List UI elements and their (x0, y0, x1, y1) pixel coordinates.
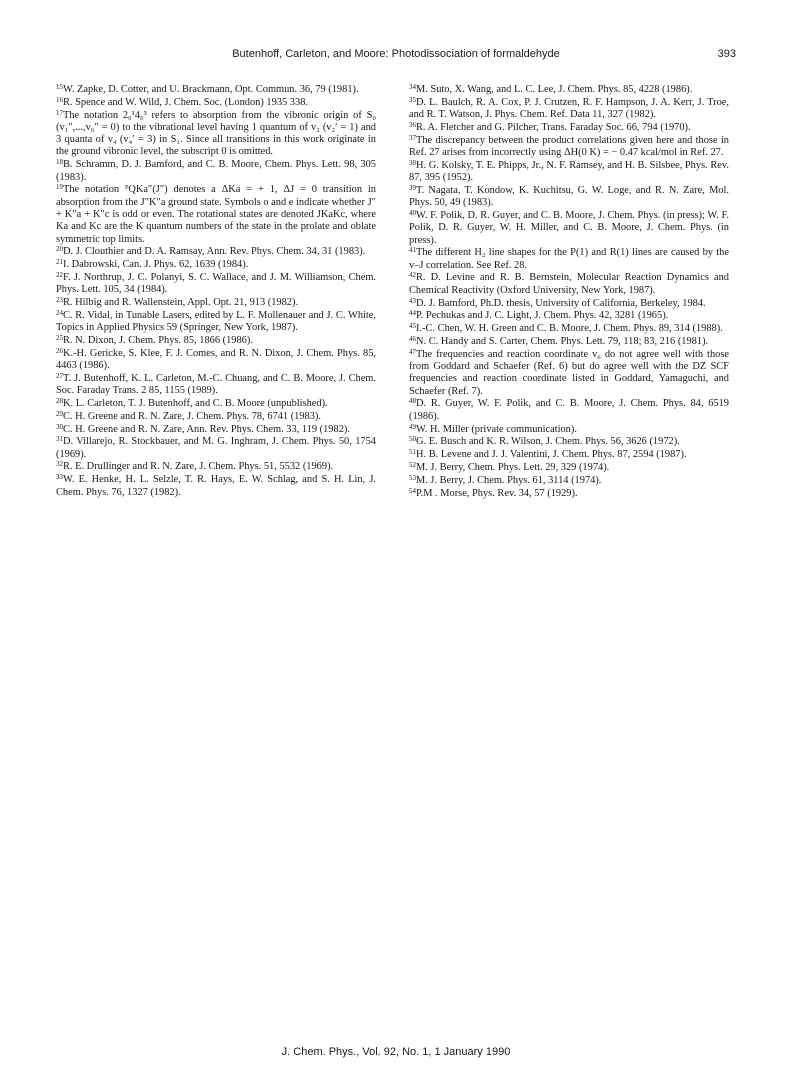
reference-item (56, 184, 376, 245)
reference-number: 26 (56, 346, 63, 355)
reference-text: M. J. Berry, J. Chem. Phys. 61, 3114 (1974). (416, 474, 602, 486)
reference-item (409, 462, 729, 474)
reference-item (409, 310, 729, 322)
reference-number: 49 (409, 422, 416, 431)
reference-item (409, 97, 729, 122)
reference-number: 35 (409, 95, 416, 104)
reference-number: 45 (409, 322, 416, 331)
reference-number: 20 (56, 245, 63, 254)
reference-item (409, 160, 729, 185)
reference-item (56, 97, 376, 109)
reference-text: W. H. Miller (private communication). (416, 423, 577, 435)
reference-item (409, 349, 729, 398)
reference-text: N. C. Handy and S. Carter, Chem. Phys. Lett. 79, 118; 83, 216 (1981). (416, 335, 709, 347)
reference-text: R. Spence and W. Wild, J. Chem. Soc. (London) 1935 338. (63, 96, 308, 108)
reference-text: R. N. Dixon, J. Chem. Phys. 85, 1866 (1986). (63, 334, 253, 346)
reference-number: 31 (56, 435, 63, 444)
reference-number: 51 (409, 448, 416, 457)
reference-number: 47 (409, 347, 416, 356)
reference-text: R. E. Drullinger and R. N. Zare, J. Chem. Phys. 51, 5532 (1969). (63, 461, 334, 473)
reference-item (56, 461, 376, 473)
reference-number: 17 (56, 108, 63, 117)
reference-item (56, 310, 376, 335)
reference-text: C. H. Greene and R. N. Zare, Ann. Rev. Phys. Chem. 33, 119 (1982). (63, 423, 350, 435)
reference-number: 39 (409, 183, 416, 192)
reference-text: The notation 2₀¹4₀³ refers to absorption from the vibronic origin of S₀ (v₁″,...,v₆″ = 0) to the vibrational level having 1 quantum of v₂ (v₂′ = 1) and 3 quanta of v₄ (v₄′ = 3) in S₁. Since all transitions in this work originate in the ground vibronic level, the subscript 0 is omitted. (56, 109, 376, 158)
reference-text: K.-H. Gericke, S. Klee, F. J. Comes, and R. N. Dixon, J. Chem. Phys. 85, 4463 (1986). (56, 347, 376, 372)
reference-item (56, 335, 376, 347)
reference-number: 50 (409, 435, 416, 444)
reference-text: M. J. Berry, Chem. Phys. Lett. 29, 329 (1974). (416, 461, 610, 473)
reference-text: R. Hilbig and R. Wallenstein, Appl. Opt. 21, 913 (1982). (63, 297, 299, 309)
reference-number: 25 (56, 333, 63, 342)
reference-item (56, 259, 376, 271)
reference-number: 54 (409, 486, 416, 495)
reference-text: H. B. Levene and J. J. Valentini, J. Chem. Phys. 87, 2594 (1987). (416, 449, 687, 461)
reference-text: P.M . Morse, Phys. Rev. 34, 57 (1929). (416, 487, 578, 499)
reference-item (56, 297, 376, 309)
reference-item (56, 110, 376, 159)
reference-text: K. L. Carleton, T. J. Butenhoff, and C. B. Moore (unpublished). (63, 397, 328, 409)
reference-item (56, 424, 376, 436)
reference-number: 48 (409, 397, 416, 406)
reference-text: The discrepancy between the product correlations given here and those in Ref. 27 arises from incorrectly using ΔH(0 K) = − 0.47 kcal/mol in Ref. 27. (409, 134, 729, 158)
reference-number: 32 (56, 460, 63, 469)
reference-number: 34 (409, 83, 416, 91)
reference-item (409, 272, 729, 297)
reference-item (409, 436, 729, 448)
reference-item (409, 298, 729, 310)
running-title: Butenhoff, Carleton, and Moore: Photodissociation of formaldehyde (232, 48, 560, 60)
reference-item (409, 336, 729, 348)
reference-number: 46 (409, 334, 416, 343)
reference-text: C. R. Vidal, in Tunable Lasers, edited by L. F. Mollenauer and J. C. White, Topics in Applied Physics 59 (Springer, New York, 1987). (56, 309, 376, 334)
reference-item (409, 449, 729, 461)
reference-item (409, 398, 729, 423)
reference-item (409, 185, 729, 210)
reference-number: 29 (56, 409, 63, 418)
reference-item (56, 436, 376, 461)
reference-item (56, 246, 376, 258)
reference-number: 44 (409, 309, 416, 318)
reference-number: 21 (56, 258, 63, 267)
reference-text: P. Pechukas and J. C. Light, J. Chem. Phys. 42, 3281 (1965). (416, 310, 669, 322)
reference-item (409, 135, 729, 160)
reference-number: 16 (56, 95, 63, 104)
reference-text: B. Schramm, D. J. Bamford, and C. B. Moore, Chem. Phys. Lett. 98, 305 (1983). (56, 159, 376, 183)
reference-text: G. E. Busch and K. R. Wilson, J. Chem. Phys. 56, 3626 (1972). (416, 436, 680, 448)
reference-text: The different H₂ line shapes for the P(1) and R(1) lines are caused by the v–J correlation. See Ref. 28. (409, 247, 729, 271)
reference-item (409, 488, 729, 500)
reference-text: The notation ᴾQKa″(J″) denotes a ΔKa = + 1, ΔJ = 0 transition in absorption from the J″K″a ground state. Symbols o and e indicate whether J″ + K″a + K″c is odd or even. The rotational states are denoted JKaKc, where Ka and Kc are the K quantum numbers of the state in the prolate and oblate symmetric top limits. (56, 184, 376, 245)
reference-text: M. Suto, X. Wang, and L. C. Lee, J. Chem. Phys. 85, 4228 (1986). (416, 84, 693, 95)
reference-item (409, 84, 729, 96)
reference-item (56, 411, 376, 423)
references-column-right (409, 84, 729, 500)
reference-item (409, 210, 729, 247)
reference-text: D. L. Baulch, R. A. Cox, P. J. Crutzen, R. F. Hampson, J. A. Kerr, J. Troe, and R. T. Watson, J. Phys. Chem. Ref. Data 11, 327 (1982). (409, 96, 729, 121)
reference-number: 38 (409, 158, 416, 167)
reference-number: 36 (409, 120, 416, 129)
reference-text: W. Zapke, D. Cotter, and U. Brackmann, Opt. Commun. 36, 79 (1981). (63, 84, 359, 95)
reference-number: 27 (56, 371, 63, 380)
reference-number: 41 (409, 246, 416, 255)
reference-text: I. Dabrowski, Can. J. Phys. 62, 1639 (1984). (63, 259, 249, 271)
reference-number: 52 (409, 460, 416, 469)
reference-text: F. J. Northrup, J. C. Polanyi, S. C. Wallace, and J. M. Williamson, Chem. Phys. Lett. 105, 34 (1984). (56, 271, 376, 296)
reference-text: D. J. Clouthier and D. A. Ramsay, Ann. Rev. Phys. Chem. 34, 31 (1983). (63, 246, 366, 258)
reference-item (56, 474, 376, 499)
page-number: 393 (717, 48, 736, 60)
reference-text: W. E. Henke, H. L. Selzle, T. R. Hays, E. W. Schlag, and S. H. Lin, J. Chem. Phys. 76, 1327 (1982). (56, 474, 376, 498)
reference-number: 15 (56, 83, 63, 91)
reference-number: 37 (409, 133, 416, 142)
reference-text: D. R. Guyer, W. F. Polik, and C. B. Moore, J. Chem. Phys. 84, 6519 (1986). (409, 398, 729, 422)
reference-number: 19 (56, 183, 63, 192)
reference-number: 28 (56, 396, 63, 405)
reference-item (56, 348, 376, 373)
reference-number: 42 (409, 271, 416, 280)
reference-number: 23 (56, 296, 63, 305)
reference-text: R. D. Levine and R. B. Bernstein, Molecular Reaction Dynamics and Chemical Reactivity (Oxford University, New York, 1987). (409, 272, 729, 296)
reference-number: 30 (56, 422, 63, 431)
reference-item (409, 475, 729, 487)
reference-text: The frequencies and reaction coordinate v₆ do not agree well with those from Goddard and Schaefer (Ref. 6) but do agree well with the DZ SCF frequencies and reaction coordinate listed in Goddard, Yamaguchi, and Schaefer (Ref. 7). (409, 348, 729, 397)
reference-number: 18 (56, 158, 63, 167)
journal-footer: J. Chem. Phys., Vol. 92, No. 1, 1 January 1990 (281, 1046, 511, 1058)
reference-text: I.-C. Chen, W. H. Green and C. B. Moore, J. Chem. Phys. 89, 314 (1988). (416, 323, 723, 335)
reference-item (409, 122, 729, 134)
reference-item (56, 373, 376, 398)
reference-item (56, 398, 376, 410)
reference-item (56, 159, 376, 184)
reference-number: 22 (56, 270, 63, 279)
reference-number: 53 (409, 473, 416, 482)
reference-item (409, 323, 729, 335)
reference-item (56, 272, 376, 297)
reference-text: C. H. Greene and R. N. Zare, J. Chem. Phys. 78, 6741 (1983). (63, 410, 321, 422)
reference-number: 24 (56, 308, 63, 317)
running-header (56, 48, 736, 64)
reference-item (409, 247, 729, 272)
reference-text: D. Villarejo, R. Stockbauer, and M. G. Inghram, J. Chem. Phys. 50, 1754 (1969). (56, 436, 376, 460)
reference-text: D. J. Bamford, Ph.D. thesis, University of California, Berkeley, 1984. (416, 297, 706, 309)
reference-number: 33 (56, 473, 63, 482)
reference-text: T. J. Butenhoff, K. L. Carleton, M.-C. Chuang, and C. B. Moore, J. Chem. Soc. Faraday Trans. 2 85, 1155 (1989). (56, 372, 376, 397)
reference-text: T. Nagata, T. Kondow, K. Kuchitsu, G. W. Loge, and R. N. Zare, Mol. Phys. 50, 49 (1983). (409, 184, 729, 209)
reference-text: H. G. Kolsky, T. E. Phipps, Jr., N. F. Ramsey, and H. B. Silsbee, Phys. Rev. 87, 395 (1952). (409, 159, 729, 184)
reference-number: 40 (409, 208, 416, 217)
reference-text: W. F. Polik, D. R. Guyer, and C. B. Moore, J. Chem. Phys. (in press); W. F. Polik, D. R. Guyer, W. H. Miller, and C. B. Moore, J. Chem. Phys. (in press). (409, 209, 729, 246)
reference-text: R. A. Fletcher and G. Pilcher, Trans. Faraday Soc. 66, 794 (1970). (416, 121, 691, 133)
reference-item (409, 424, 729, 436)
reference-item (56, 84, 376, 96)
reference-number: 43 (409, 296, 416, 305)
references-column-left (56, 84, 376, 499)
